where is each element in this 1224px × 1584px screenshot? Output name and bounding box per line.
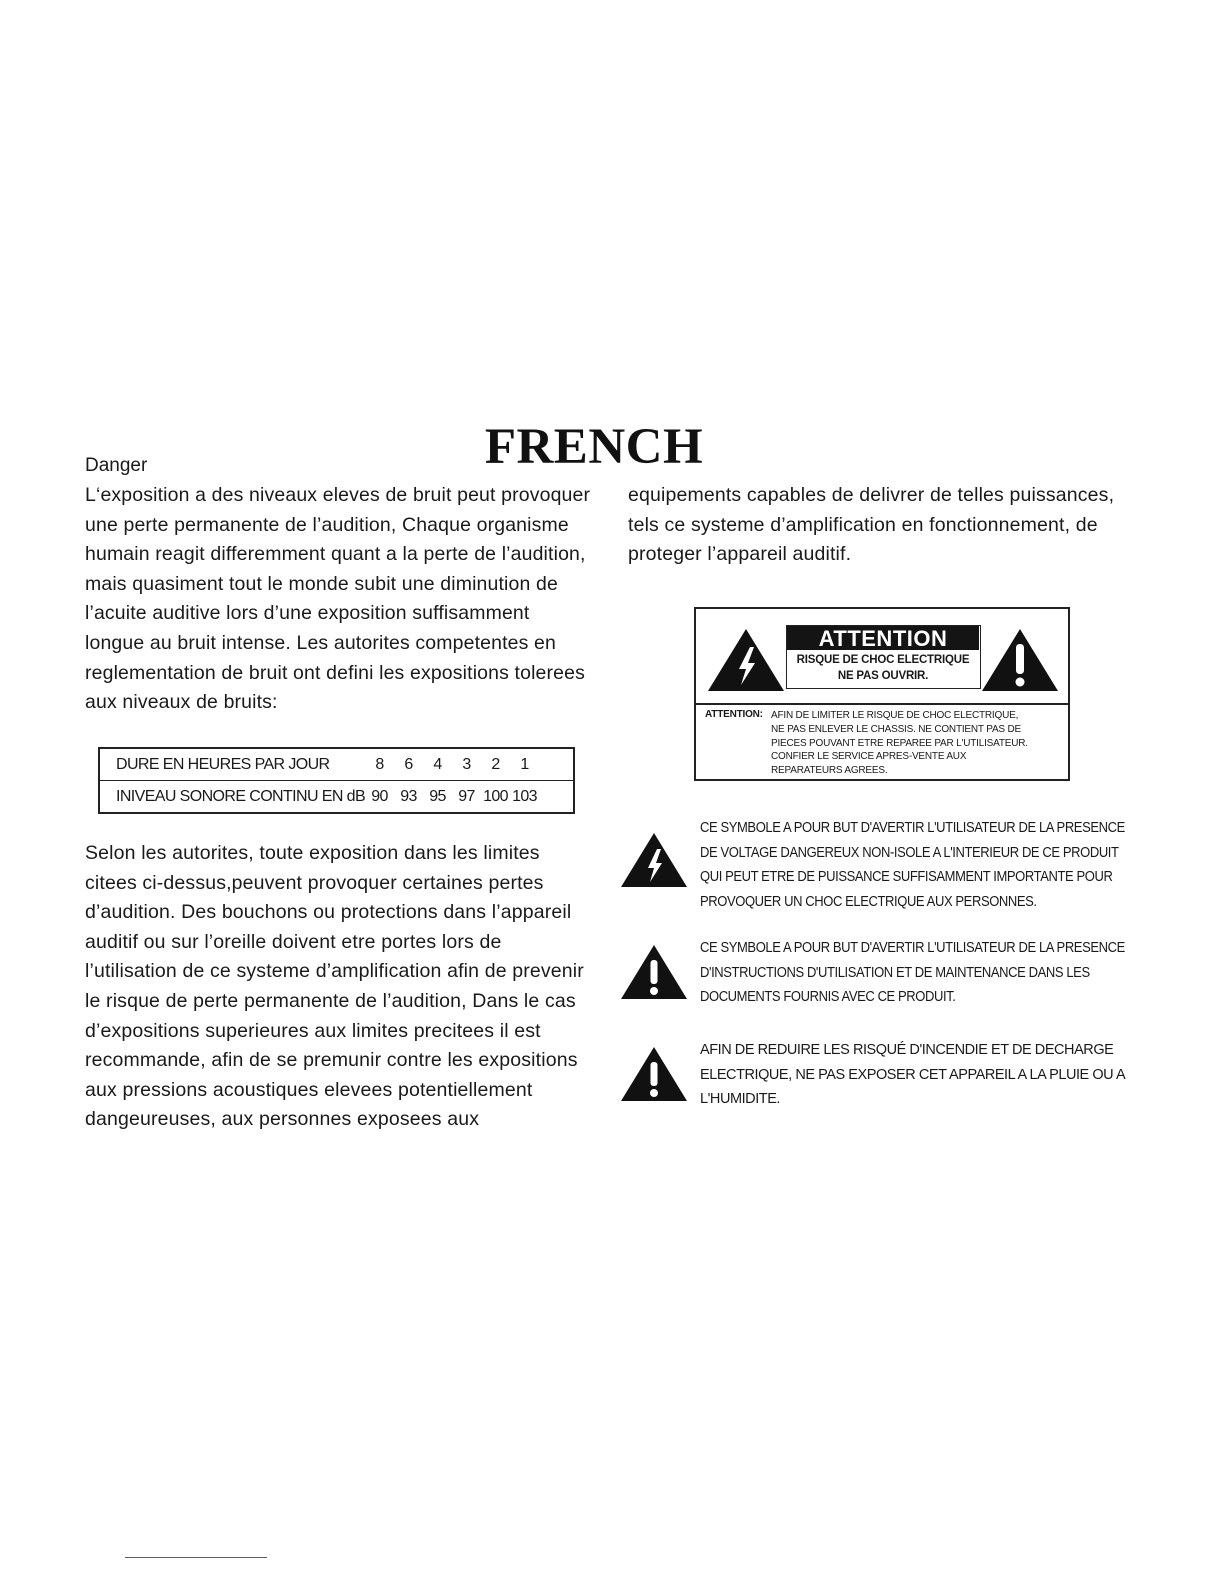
noise-exposure-table xyxy=(98,747,575,814)
warning-header-band xyxy=(696,609,1068,705)
text-line: CONFIER LE SERVICE APRES-VENTE AUX xyxy=(771,751,967,763)
symbol-description xyxy=(700,936,1174,1010)
text-line: citees ci-dessus,peuvent provoquer certaines pertes xyxy=(85,871,544,894)
text-line: DE VOLTAGE DANGEREUX NON-ISOLE A L'INTERIEUR DE CE PRODUIT xyxy=(700,844,1119,861)
table-cell: 3 xyxy=(462,755,471,773)
table-row-label: INIVEAU SONORE CONTINU EN dB xyxy=(99,781,365,814)
exclamation-warning-icon xyxy=(620,944,688,1000)
table-cell: 6 xyxy=(404,755,413,773)
table-cell: 95 xyxy=(423,781,452,814)
warning-body-text xyxy=(771,709,1028,778)
lightning-warning-icon xyxy=(620,832,688,888)
text-line: auditif ou sur l’oreille doivent etre portes lors de xyxy=(85,930,502,953)
footer-divider xyxy=(125,1557,267,1558)
table-row xyxy=(99,781,574,814)
text-line: humain reagit differemment quant a la perte de l’audition, xyxy=(85,543,586,566)
table-cell: 100 xyxy=(481,781,510,814)
text-line: recommande, afin de se premunir contre les expositions xyxy=(85,1049,578,1072)
lightning-warning-icon xyxy=(706,627,786,693)
text-line: CE SYMBOLE A POUR BUT D'AVERTIR L'UTILISATEUR DE LA PRESENCE xyxy=(700,820,1125,836)
text-line: dangeureuses, aux personnes exposees aux xyxy=(85,1108,480,1131)
attention-subtitle: NE PAS OUVRIR. xyxy=(837,670,929,682)
text-line: mais quasiment tout le monde subit une diminution de xyxy=(85,572,558,595)
table-cell: 2 xyxy=(491,755,500,773)
symbol-description xyxy=(700,816,1174,914)
text-line: REPARATEURS AGREES. xyxy=(771,765,888,777)
attention-subtitle: RISQUE DE CHOC ELECTRIQUE xyxy=(796,654,970,666)
section-heading: Danger xyxy=(85,455,148,476)
text-line: Selon les autorites, toute exposition dans les limites xyxy=(85,842,540,864)
attention-title: ATTENTION xyxy=(787,626,979,650)
text-line: aux niveaux de bruits: xyxy=(85,691,278,714)
table-cell-empty xyxy=(539,748,574,781)
text-line: AFIN DE LIMITER LE RISQUE DE CHOC ELECTRIQUE, xyxy=(771,710,1019,721)
paragraph-exposure-intro xyxy=(85,481,591,718)
text-line: d’expositions superieures aux limites precitees il est xyxy=(85,1019,541,1042)
text-line: l’utilisation de ce systeme d’amplification afin de prevenir xyxy=(85,960,584,983)
text-line: reglementation de bruit ont defini les expositions tolerees xyxy=(85,661,585,684)
table-cell: 90 xyxy=(365,781,394,814)
text-line: QUI PEUT ETRE DE PUISSANCE SUFFISAMMENT IMPORTANTE POUR xyxy=(700,869,1113,885)
text-line: une perte permanente de l’audition, Chaque organisme xyxy=(85,513,569,536)
text-line: PIECES POUVANT ETRE REPAREE PAR L'UTILISATEUR. xyxy=(771,737,1028,749)
warning-body-label: ATTENTION: xyxy=(705,709,763,720)
symbol-description xyxy=(700,1038,1125,1112)
text-line: D'INSTRUCTIONS D'UTILISATION ET DE MAINTENANCE DANS LES xyxy=(700,964,1090,981)
table-cell: 8 xyxy=(375,755,384,773)
attention-header xyxy=(786,625,981,689)
table-row xyxy=(99,748,574,781)
text-line: d’audition. Des bouchons ou protections dans l’appareil xyxy=(85,901,572,924)
text-line: longue au bruit intense. Les autorites competentes en xyxy=(85,631,557,654)
text-line: DOCUMENTS FOURNIS AVEC CE PRODUIT. xyxy=(700,989,956,1005)
text-line: aux pressions acoustiques elevees potentiellement xyxy=(85,1078,533,1101)
text-line: equipements capables de delivrer de telles puissances, xyxy=(628,484,1115,506)
attention-warning-box xyxy=(694,607,1070,781)
table-cell: 1 xyxy=(520,755,529,773)
table-cell: 93 xyxy=(394,781,423,814)
table-cell: 103 xyxy=(510,781,539,814)
text-line: ELECTRIQUE, NE PAS EXPOSER CET APPAREIL A LA PLUIE OU A xyxy=(700,1066,1126,1083)
text-line: L‘exposition a des niveaux eleves de bruit peut provoquer xyxy=(85,484,591,506)
text-line: proteger l’appareil auditif. xyxy=(628,543,852,566)
text-line: PROVOQUER UN CHOC ELECTRIQUE AUX PERSONNES. xyxy=(700,893,1037,910)
text-line: L'HUMIDITE. xyxy=(700,1091,780,1107)
paragraph-protection-advice xyxy=(85,839,584,1135)
text-line: CE SYMBOLE A POUR BUT D'AVERTIR L'UTILISATEUR DE LA PRESENCE xyxy=(700,940,1125,956)
table-row-label: DURE EN HEURES PAR JOUR xyxy=(116,755,330,773)
table-cell: 4 xyxy=(433,755,442,773)
table-cell-empty xyxy=(539,781,574,814)
table-cell: 97 xyxy=(452,781,481,814)
exclamation-warning-icon xyxy=(980,627,1060,693)
text-line: l’acuite auditive lors d’une exposition suffisamment xyxy=(85,602,530,625)
text-line: tels ce systeme d’amplification en fonctionnement, de xyxy=(628,513,1098,536)
text-line: NE PAS ENLEVER LE CHASSIS. NE CONTIENT PAS DE xyxy=(771,723,1021,735)
text-line: AFIN DE REDUIRE LES RISQUÉ D'INCENDIE ET DE DECHARGE xyxy=(700,1042,1114,1058)
paragraph-continuation xyxy=(628,481,1114,570)
page-title: FRENCH xyxy=(484,419,704,475)
text-line: le risque de perte permanente de l’audition, Dans le cas xyxy=(85,989,576,1012)
exclamation-warning-icon xyxy=(620,1046,688,1102)
